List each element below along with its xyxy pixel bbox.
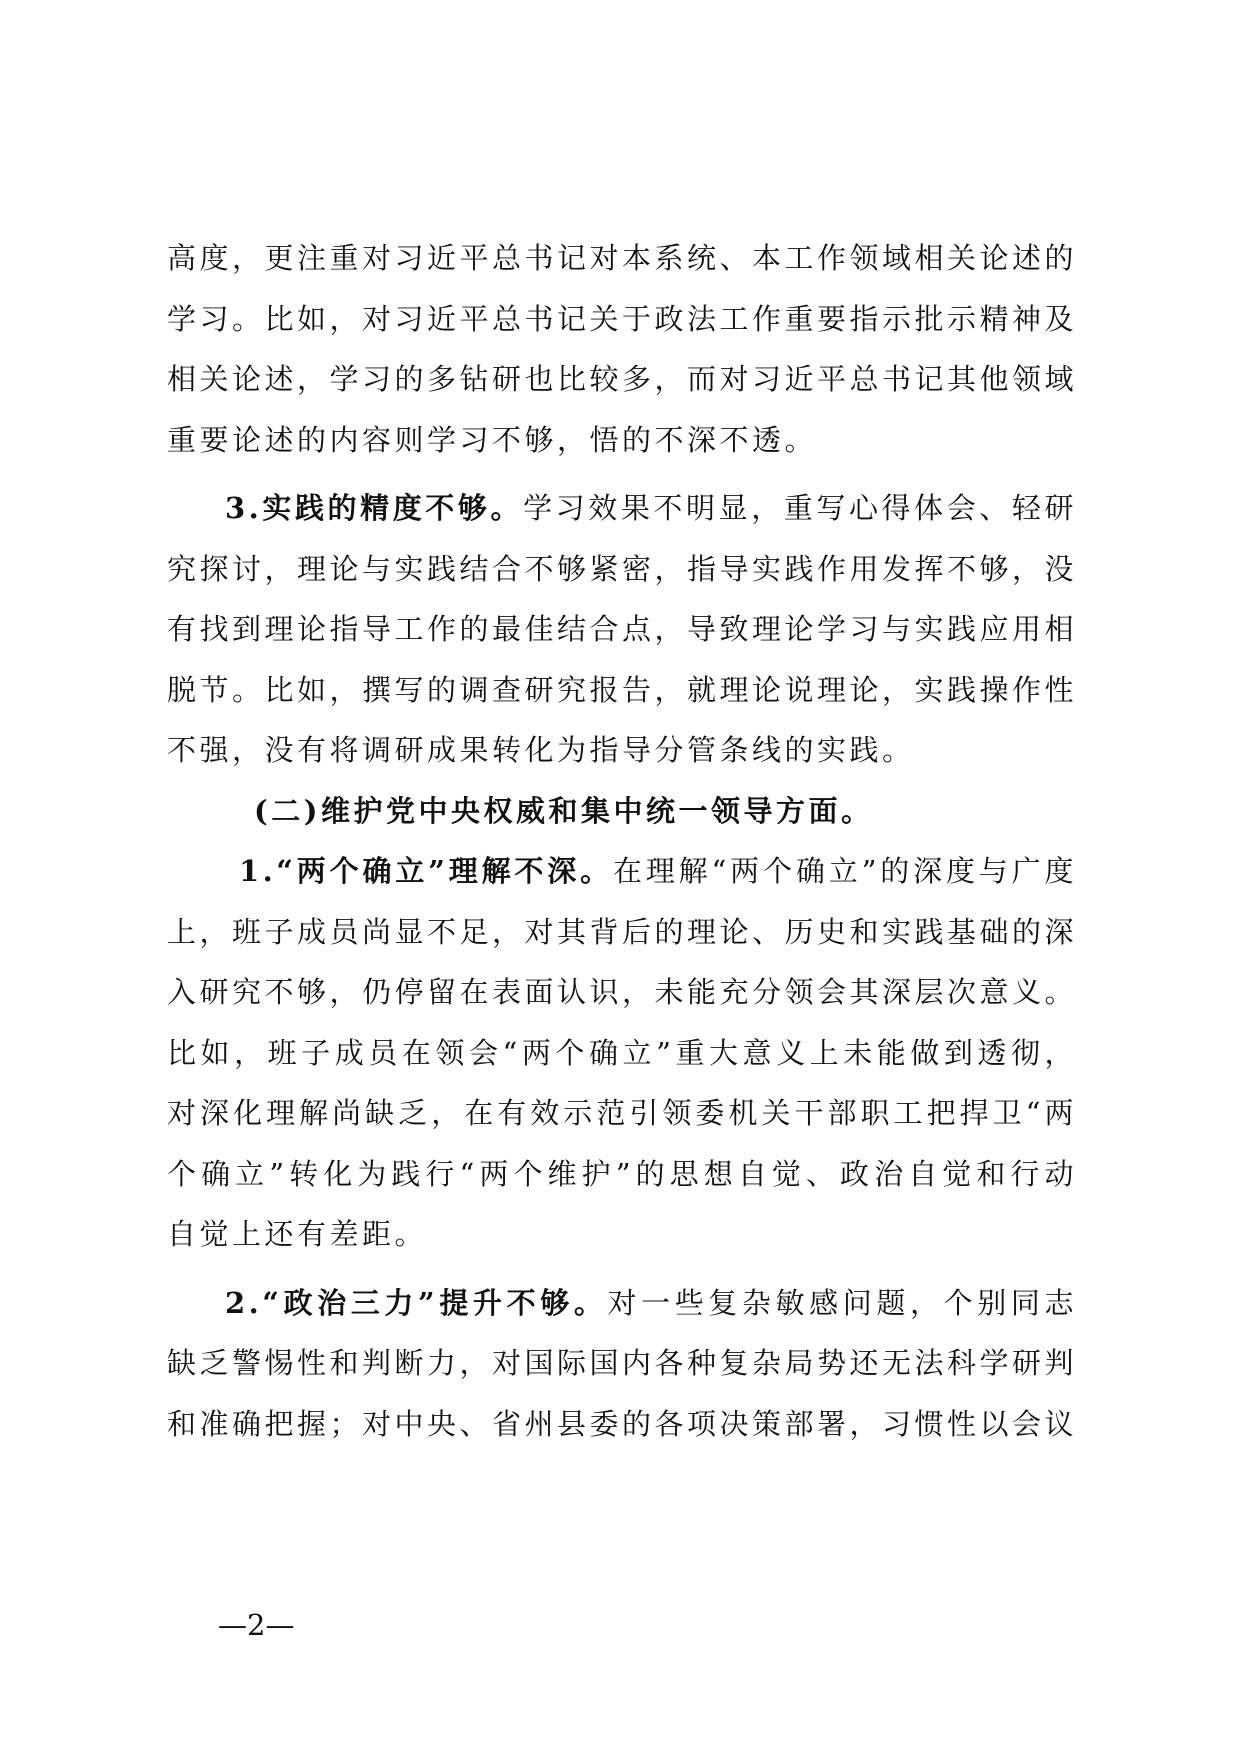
paragraph-text: 学习效果不明显，重写心得体会、轻研究探讨，理论与实践结合不够紧密，指导实践作用发挥不够，没有找到理论指导工作的最佳结合点，导致理论学习与实践应用相脱节。比如，撰写的调查研究报告，就理论说理论，实践操作性不强，没有将调研成果转化为指导分管条线的实践。 xyxy=(167,491,1078,767)
subheading-practice-precision: 3.实践的精度不够。 xyxy=(225,491,524,525)
paragraph-text: 对一些复杂敏感问题，个别同志缺乏警惕性和判断力，对国际国内各种复杂局势还无法科学研判和准确把握；对中央、省州县委的各项决策部署，习惯性以会议 xyxy=(167,1285,1078,1441)
paragraph-practice-precision xyxy=(167,478,1077,781)
section-heading-text: (二)维护党中央权威和集中统一领导方面。 xyxy=(254,793,874,828)
subheading-political-abilities: 2.“政治三力”提升不够。 xyxy=(225,1285,608,1320)
paragraph-two-establishments xyxy=(167,841,1077,1265)
document-body xyxy=(167,228,1077,1454)
paragraph-political-abilities xyxy=(167,1273,1077,1455)
paragraph-text: 高度，更注重对习近平总书记对本系统、本工作领域相关论述的学习。比如，对习近平总书记关于政法工作重要指示批示精神及相关论述，学习的多钻研也比较多，而对习近平总书记其他领域重要论述的内容则学习不够，悟的不深不透。 xyxy=(167,241,1078,457)
paragraph-text: 在理解“两个确立”的深度与广度上，班子成员尚显不足，对其背后的理论、历史和实践基础的深入研究不够，仍停留在表面认识，未能充分领会其深层次意义。比如，班子成员在领会“两个确立”重大意义上未能做到透彻，对深化理解尚缺乏，在有效示范引领委机关干部职工把捍卫“两个确立”转化为践行“两个维护”的思想自觉、政治自觉和行动 自觉上还有差距。 xyxy=(167,854,1078,1251)
page-number: —2— xyxy=(218,1608,295,1642)
section-heading-party-authority xyxy=(167,781,1077,842)
paragraph-continuation xyxy=(167,228,1077,470)
subheading-two-establishments: 1.“两个确立”理解不深。 xyxy=(239,854,613,888)
